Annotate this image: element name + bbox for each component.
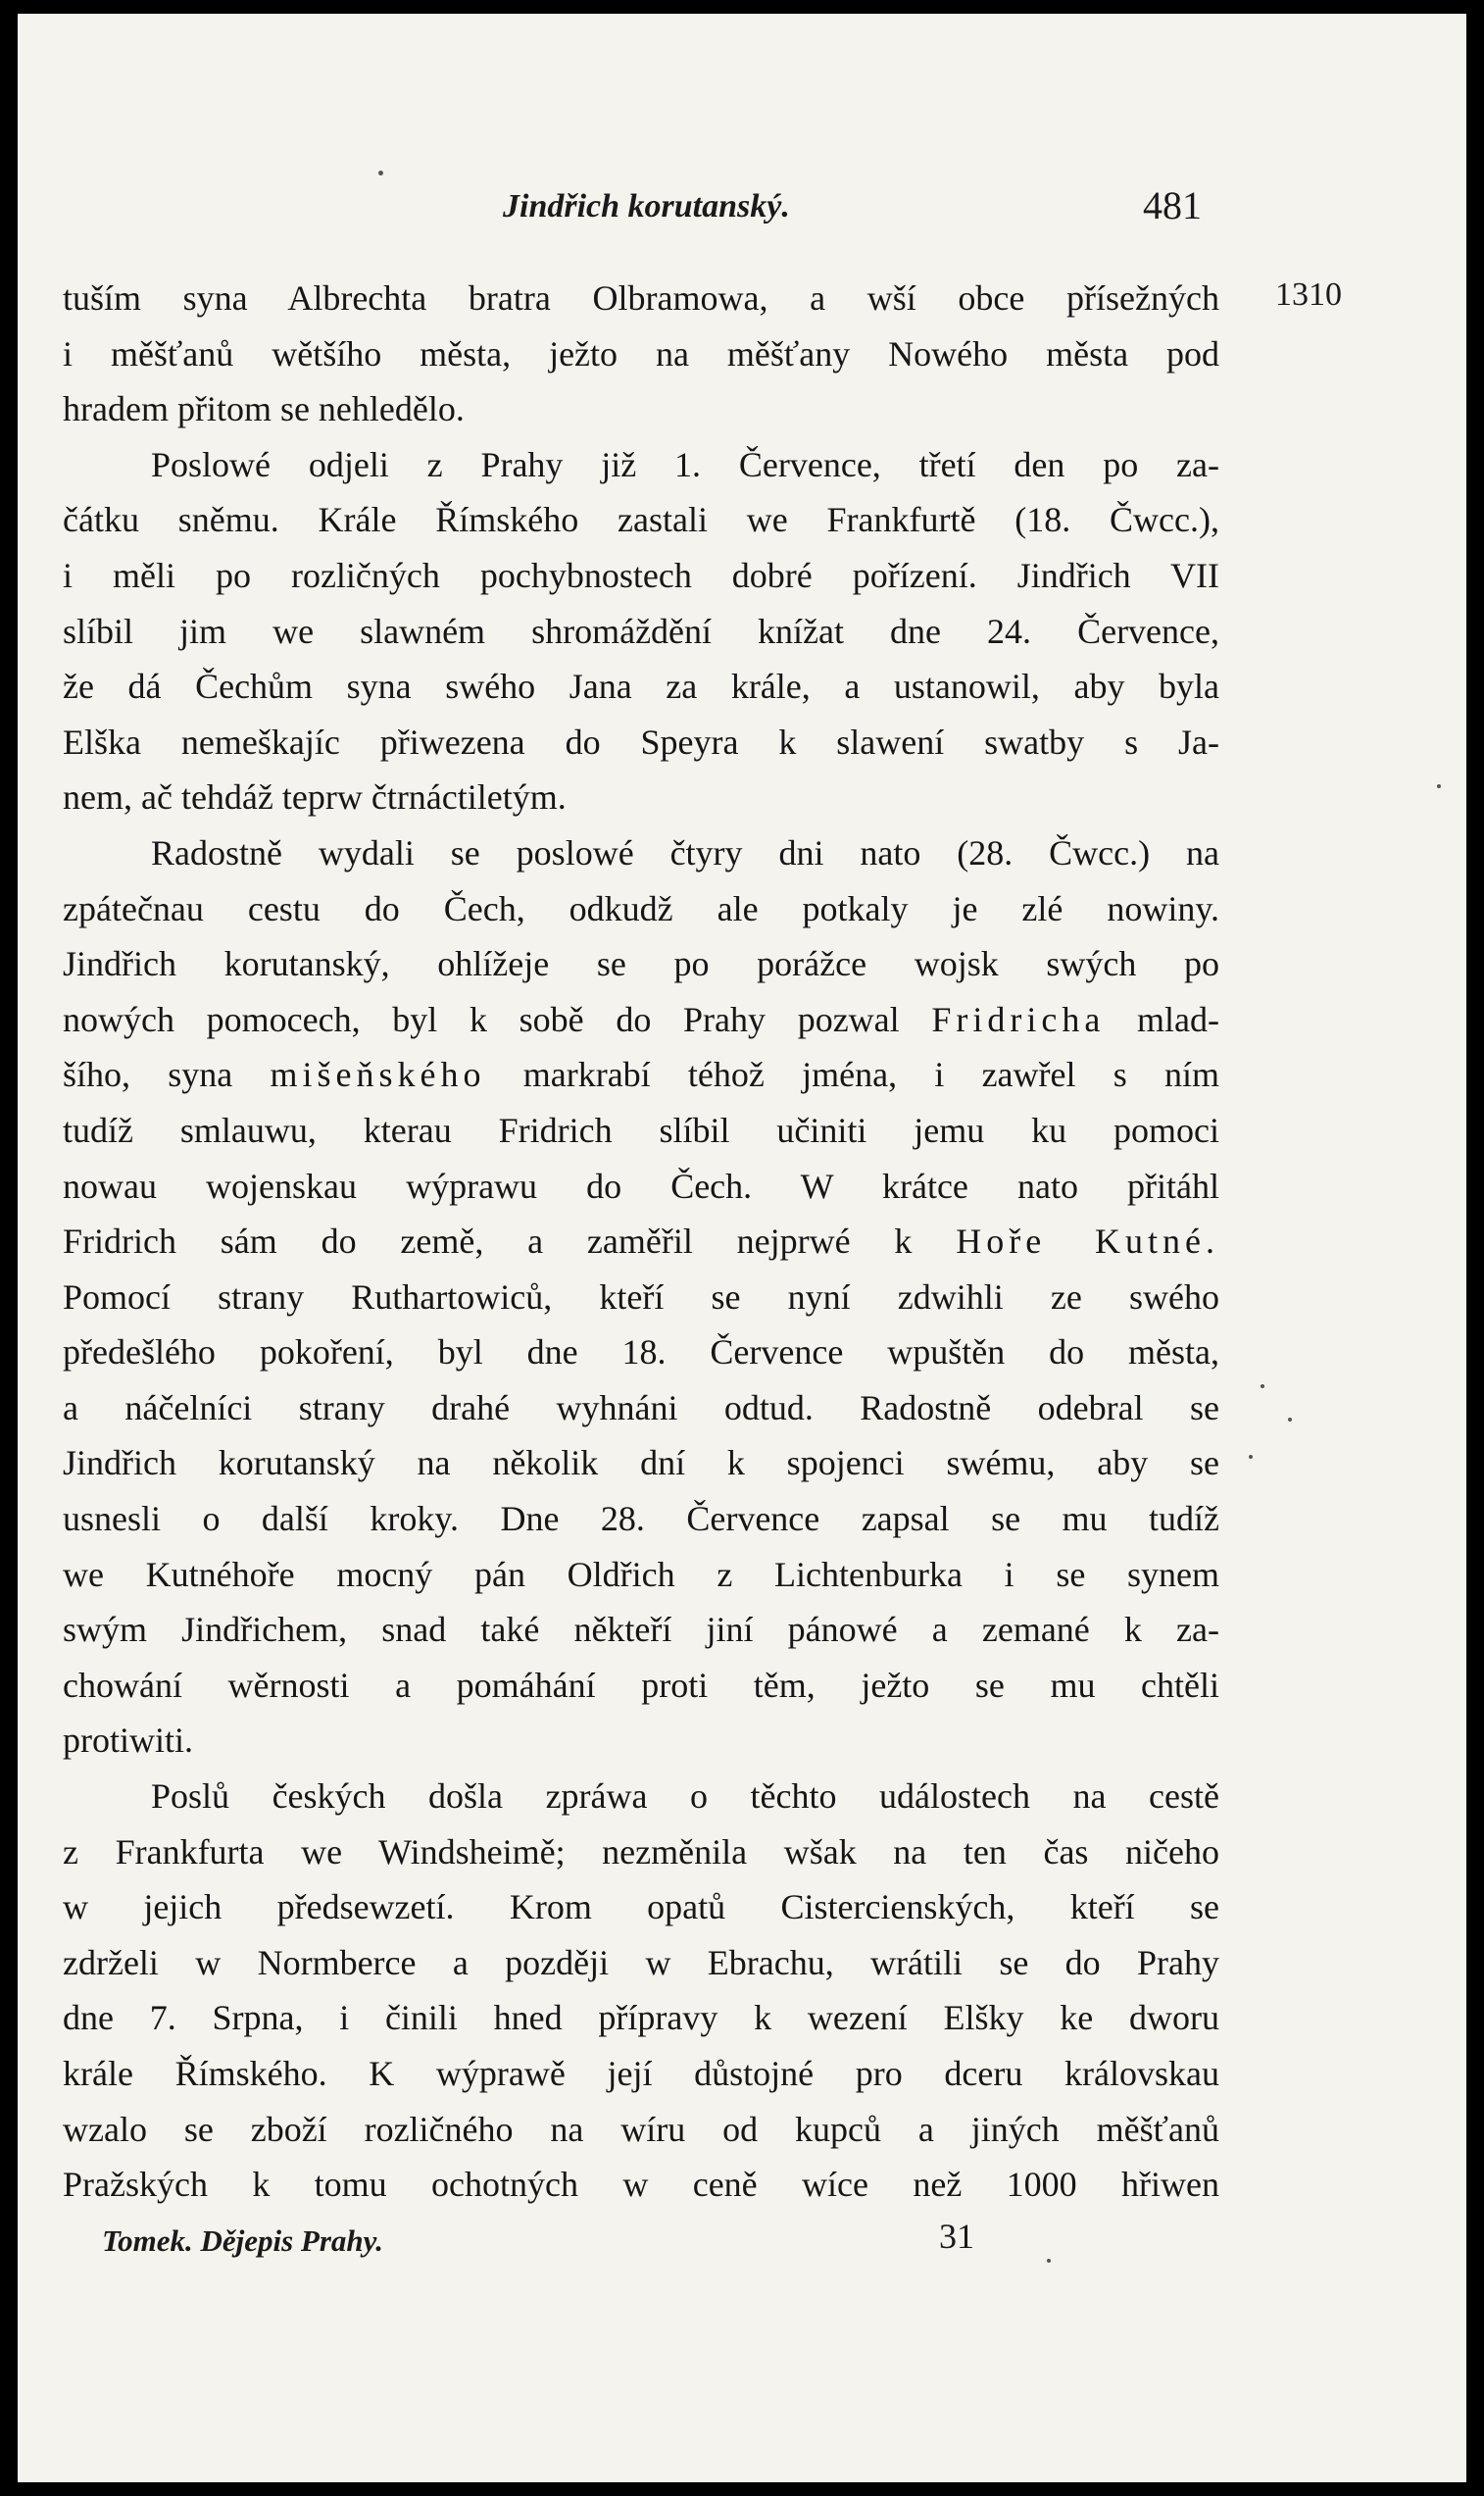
text-line: wzalo se zboží rozličného na wíru od kupců a jiných měšťanů (63, 2109, 1219, 2149)
text-line: chowání wěrnosti a pomáhání proti těm, ježto se mu chtěli (63, 1665, 1219, 1705)
text-line: předešlého pokoření, byl dne 18. Července wpuštěn do města, (63, 1332, 1219, 1373)
text-line: zpátečnau cestu do Čech, odkudž ale potkaly je zlé nowiny. (63, 888, 1219, 928)
margin-year-note: 1310 (1275, 276, 1342, 313)
ink-speck (1249, 1455, 1253, 1459)
text-line (63, 992, 1219, 1048)
signature-mark: 31 (939, 2217, 974, 2256)
text-line (63, 1047, 1219, 1103)
text-fragment: šího, syna (63, 1055, 233, 1095)
text-line: Pražských k tomu ochotných w ceně wíce než 1000 hřiwen (63, 2165, 1219, 2205)
text-line: že dá Čechům syna swého Jana za krále, a ustanowil, aby byla (63, 667, 1219, 707)
text-line: Elška nemeškajíc přiwezena do Speyra k slawení swatby s Ja- (63, 722, 1219, 762)
page-header (18, 180, 1466, 239)
text-line: hradem přitom se nehledělo. (63, 389, 465, 429)
text-fragment: markrabí téhož jména, i zawřel s ním (522, 1055, 1220, 1095)
text-line: i měli po rozličných pochybnostech dobré pořízení. Jindřich VII (63, 555, 1219, 595)
spaced-name: Hoře Kutné. (956, 1222, 1220, 1262)
ink-speck (1047, 2259, 1051, 2263)
text-line: protiwiti. (63, 1721, 193, 1761)
text-line: Pomocí strany Ruthartowiců, kteří se nyní zdwihli ze swého (63, 1276, 1219, 1317)
text-fragment: nowých pomocech, byl k sobě do Prahy pozwal (63, 999, 900, 1039)
text-line: Jindřich korutanský na několik dní k spojenci swému, aby se (63, 1443, 1219, 1483)
running-title: Jindřich korutanský. (503, 188, 790, 225)
footer-source: Tomek. Dějepis Prahy. (102, 2223, 384, 2258)
text-line: zdrželi w Normberce a později w Ebrachu, wrátili se do Prahy (63, 1942, 1219, 1982)
spaced-name: Fridricha (931, 999, 1106, 1039)
text-line: nem, ač tehdáž teprw čtrnáctiletým. (63, 777, 567, 818)
text-line: slíbil jim we slawném shromáždění knížat dne 24. Července, (63, 611, 1219, 651)
page-number: 481 (1143, 183, 1202, 227)
text-line: dne 7. Srpna, i činili hned přípravy k wezení Elšky ke dworu (63, 1998, 1219, 2038)
text-line: i měšťanů wětšího města, ježto na měšťany Nowého města pod (63, 333, 1219, 374)
text-line: tudíž smlauwu, kterau Fridrich slíbil učiniti jemu ku pomoci (63, 1110, 1219, 1150)
text-line: Jindřich korutanský, ohlížeje se po porážce wojsk swých po (63, 944, 1219, 984)
text-line: Poslů českých došla zpráwa o těchto událostech na cestě (151, 1776, 1219, 1817)
ink-speck (1437, 784, 1441, 788)
book-page (18, 14, 1466, 2482)
spaced-name: mišeňského (270, 1055, 486, 1095)
page-footer (18, 2210, 1466, 2269)
text-line: krále Římského. K wýprawě její důstojné pro dceru královskau (63, 2054, 1219, 2093)
ink-speck (378, 171, 383, 175)
text-fragment: mlad- (1137, 999, 1219, 1039)
text-line: nowau wojenskau wýprawu do Čech. W krátce nato přitáhl (63, 1166, 1219, 1206)
body-text (63, 271, 1219, 2213)
text-line: z Frankfurta we Windsheimě; nezměnila wšak na ten čas ničeho (63, 1831, 1219, 1872)
text-line (63, 1214, 1219, 1270)
text-line: we Kutnéhoře mocný pán Oldřich z Lichtenburka i se synem (63, 1554, 1219, 1594)
text-line: Radostně wydali se poslowé čtyry dni nato (28. Čwcc.) na (151, 832, 1219, 873)
text-fragment: Fridrich sám do země, a zaměřil nejprwé k (63, 1222, 913, 1262)
text-line: swým Jindřichem, snad také někteří jiní pánowé a zemané k za- (63, 1610, 1219, 1650)
ink-speck (1261, 1384, 1264, 1388)
ink-speck (1288, 1418, 1292, 1422)
text-line: a náčelníci strany drahé wyhnáni odtud. Radostně odebral se (63, 1387, 1219, 1427)
text-line: tuším syna Albrechta bratra Olbramowa, a wší obce přísežných (63, 278, 1219, 318)
text-line: Poslowé odjeli z Prahy již 1. Července, třetí den po za- (151, 444, 1219, 484)
text-line: w jejich předsewzetí. Krom opatů Cistercienských, kteří se (63, 1887, 1219, 1927)
text-line: čátku sněmu. Krále Římského zastali we Frankfurtě (18. Čwcc.), (63, 500, 1219, 540)
text-line: usnesli o další kroky. Dne 28. Července zapsal se mu tudíž (63, 1499, 1219, 1539)
